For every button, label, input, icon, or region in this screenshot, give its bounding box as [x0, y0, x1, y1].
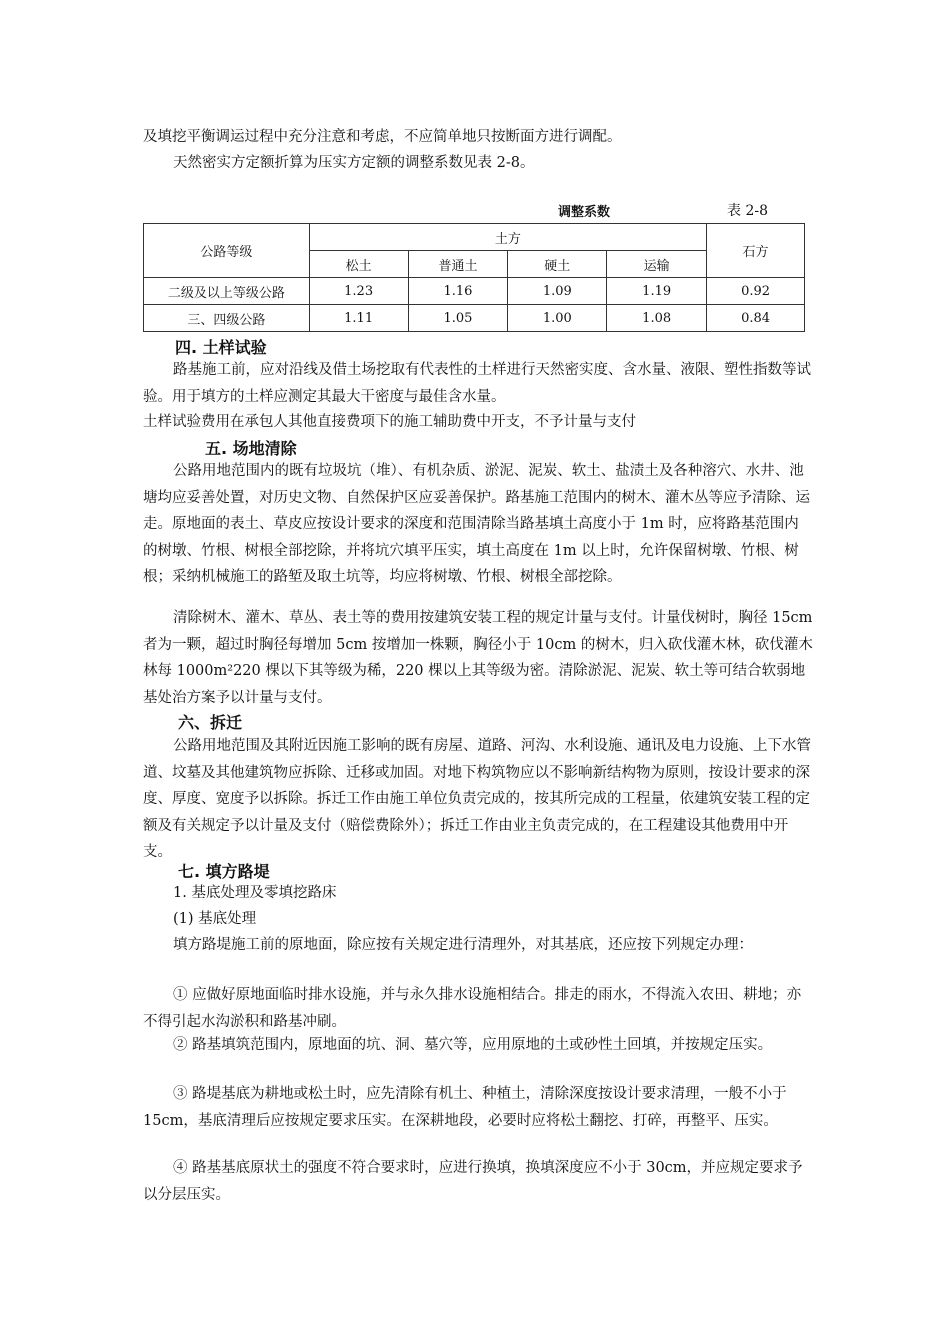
sub-header-hard-soil: 硬土	[508, 251, 607, 278]
section-5-heading: 五. 场地清除	[205, 439, 297, 458]
section-7-subheading-1: 1. 基底处理及零填挖路床	[173, 885, 337, 901]
section-7-heading: 七. 填方路堤	[178, 862, 270, 881]
header-earth: 土方	[309, 224, 706, 251]
intro-line-2: 天然密实方定额折算为压实方定额的调整系数见表 2-8。	[173, 155, 535, 171]
sub-header-ordinary-soil: 普通土	[408, 251, 508, 278]
sub-header-loose-soil: 松土	[309, 251, 408, 278]
section-6-heading: 六、拆迁	[178, 713, 243, 732]
section-6-para-1: 公路用地范围及其附近因施工影响的既有房屋、道路、河沟、水利设施、通讯及电力设施、上下水管道、坟墓及其他建筑物应拆除、迁移或加固。对地下构筑物应以不影响新结构物为原则，按设计要求的深度、厚度、宽度予以拆除。拆迁工作由施工单位负责完成的，按其所完成的工程量，依建筑安装工程的定额及有关规定予以计量及支付（赔偿费除外）；拆迁工作由业主负责完成的，在工程建设其他费用中开支。	[143, 738, 811, 860]
section-5-para-2: 清除树木、灌木、草丛、表土等的费用按建筑安装工程的规定计量与支付。计量伐树时，胸径 15cm 者为一颗，超过时胸径每增加 5cm 按增加一株颗，胸径小于 10cm 的树木，归入砍伐灌木林，砍伐灌木林每 1000m²220 棵以下其等级为稀，220 棵以上其等级为密。清除淤泥、泥炭、软土等可结合软弱地基处治方案予以计量与支付。	[143, 610, 813, 706]
table-row	[144, 278, 805, 305]
cell-value: 1.08	[607, 305, 707, 332]
section-7-item-3: ③ 路堤基底为耕地或松土时，应先清除有机土、种植土，清除深度按设计要求清理，一般不小于 15cm，基底清理后应按规定要求压实。在深耕地段，必要时应将松土翻挖、打碎，再整平、压实。	[143, 1086, 787, 1129]
header-stone: 石方	[707, 224, 805, 278]
section-5-para-1: 公路用地范围内的既有垃圾坑（堆）、有机杂质、淤泥、泥炭、软土、盐渍土及各种溶穴、水井、池塘均应妥善处置，对历史文物、自然保护区应妥善保护。路基施工范围内的树木、灌木丛等应予清除、运走。原地面的表土、草皮应按设计要求的深度和范围清除当路基填土高度小于 1m 时，应将路基范围内的树墩、竹根、树根全部挖除，并将坑穴填平压实，填土高度在 1m 以上时，允许保留树墩、竹根、树根；采纳机械施工的路堑及取土坑等，均应将树墩、竹根、树根全部挖除。	[143, 463, 810, 585]
section-7-para-1: 填方路堤施工前的原地面，除应按有关规定进行清理外，对其基底，还应按下列规定办理：	[173, 937, 753, 953]
header-road-grade: 公路等级	[144, 224, 310, 278]
cell-value: 1.09	[508, 278, 607, 305]
section-4-para-1: 路基施工前，应对沿线及借土场挖取有代表性的土样进行天然密实度、含水量、液限、塑性指数等试验。用于填方的土样应测定其最大干密度与最佳含水量。	[143, 362, 811, 405]
table-number: 表 2-8	[727, 203, 768, 219]
table-title: 调整系数	[558, 205, 611, 220]
cell-value: 1.11	[309, 305, 408, 332]
row-grade: 三、四级公路	[144, 305, 310, 332]
adjustment-coefficient-table	[143, 223, 805, 332]
cell-value: 1.05	[408, 305, 508, 332]
section-7-item-4: ④ 路基基底原状土的强度不符合要求时，应进行换填，换填深度应不小于 30cm，并应规定要求予以分层压实。	[143, 1160, 803, 1203]
cell-value: 1.00	[508, 305, 607, 332]
cell-value: 1.16	[408, 278, 508, 305]
table-row	[144, 305, 805, 332]
section-4-heading: 四. 土样试验	[175, 338, 267, 357]
cell-value: 1.19	[607, 278, 707, 305]
sub-header-transport: 运输	[607, 251, 707, 278]
section-7-subheading-1a: (1) 基底处理	[173, 911, 257, 927]
intro-line-1: 及填挖平衡调运过程中充分注意和考虑，不应简单地只按断面方进行调配。	[143, 129, 622, 145]
cell-value: 0.92	[707, 278, 805, 305]
cell-value: 0.84	[707, 305, 805, 332]
row-grade: 二级及以上等级公路	[144, 278, 310, 305]
section-7-item-1: ① 应做好原地面临时排水设施，并与永久排水设施相结合。排走的雨水，不得流入农田、耕地；亦不得引起水沟淤积和路基冲刷。	[143, 987, 802, 1030]
cell-value: 1.23	[309, 278, 408, 305]
section-7-item-2: ② 路基填筑范围内，原地面的坑、洞、墓穴等，应用原地的土或砂性土回填，并按规定压实。	[173, 1037, 773, 1053]
section-4-para-2: 土样试验费用在承包人其他直接费项下的施工辅助费中开支，不予计量与支付	[143, 414, 636, 430]
